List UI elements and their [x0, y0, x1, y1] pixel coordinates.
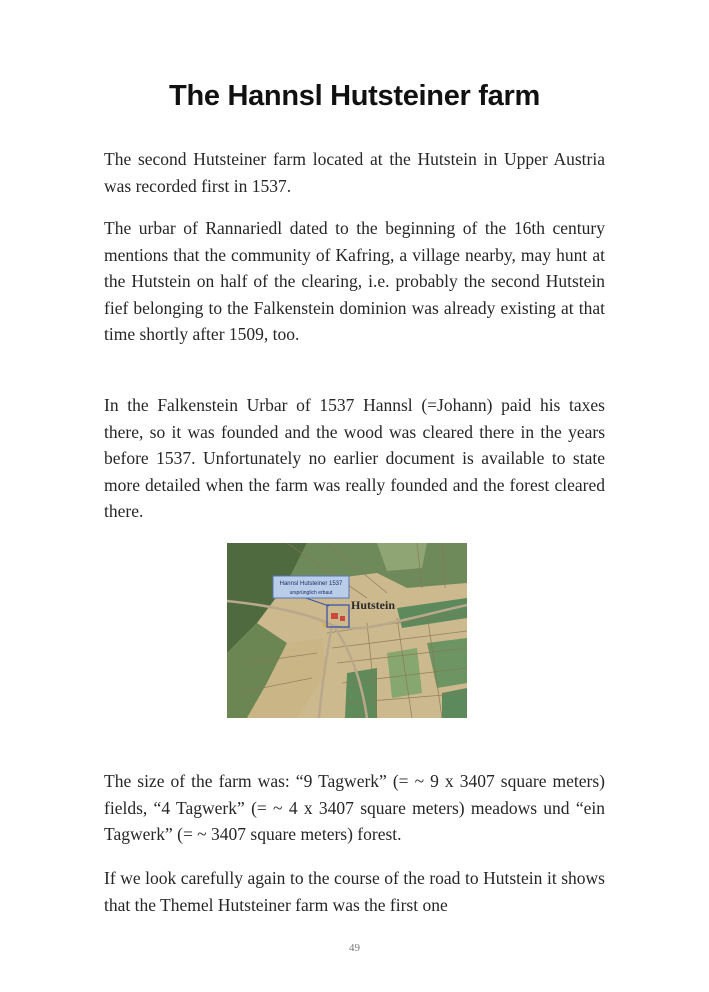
page-number: 49 [349, 942, 360, 954]
map-place-label: Hutstein [350, 598, 396, 612]
paragraph-4: The size of the farm was: “9 Tagwerk” (= ~ 9 x 3407 square meters) fields, “4 Tagwerk” (= ~ 4 x 3407 square meters) meadows und “ein Tagwerk” (= ~ 3407 square meters) forest. [104, 771, 605, 844]
paragraph-3: In the Falkenstein Urbar of 1537 Hannsl (=Johann) paid his taxes there, so it was founded and the wood was cleared there in the years before 1537. Unfortunately no earlier document is available to state more detailed when the farm was really founded and the forest cleared there. [104, 395, 605, 521]
callout-line-2: ursprünglich erbaut [289, 590, 333, 596]
paragraph-2: The urbar of Rannariedl dated to the beginning of the 16th century mentions that the community of Kafring, a village nearby, may hunt at the Hutstein on half of the clearing, i.e. probably the second Hutstein fief belonging to the Falkenstein dominion was already existing at that time shortly after 1509, too. [104, 218, 605, 344]
paragraph-5: If we look carefully again to the course of the road to Hutstein it shows that the Themel Hutsteiner farm was the first one [104, 868, 605, 915]
page-title: The Hannsl Hutsteiner farm [169, 80, 540, 112]
historic-map-figure [227, 543, 467, 718]
callout-line-1: Hannsl Hutsteiner 1537 [279, 581, 343, 587]
paragraph-1: The second Hutsteiner farm located at the Hutstein in Upper Austria was recorded first in 1537. [104, 149, 605, 196]
